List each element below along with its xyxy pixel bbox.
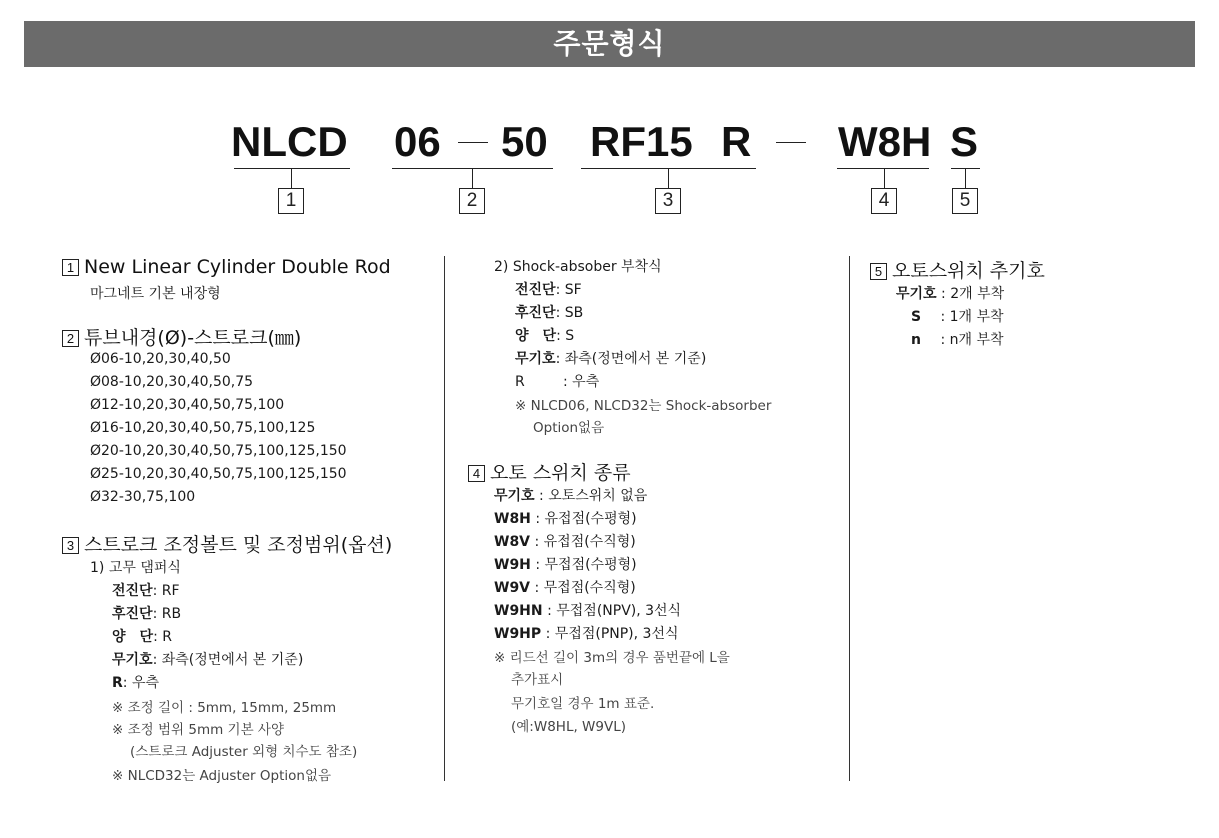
code-number-box: 2 [459, 188, 485, 214]
note: 무기호일 경우 1m 표준. [511, 696, 655, 712]
option-row [515, 348, 706, 368]
note: ※ 조정 길이 : 5mm, 15mm, 25mm [112, 700, 337, 716]
switch-count-row [896, 306, 1004, 326]
note: 추가표시 [511, 672, 564, 688]
switch-count-key: S [910, 309, 922, 325]
switch-key: W9HN [494, 603, 543, 619]
code-adjuster: RF15 [590, 118, 693, 165]
switch-value: : 오토스위치 없음 [534, 488, 648, 504]
switch-key: W9H [494, 557, 531, 573]
switch-key: W8V [494, 534, 531, 550]
code-connector [291, 169, 292, 188]
code-number-box: 3 [655, 188, 681, 214]
option-row [515, 279, 582, 299]
option-row [515, 325, 574, 345]
switch-key: W9V [494, 580, 531, 596]
switch-value: : 무접점(NPV), 3선식 [542, 603, 682, 619]
option-key: R [112, 675, 123, 691]
code-connector [884, 169, 885, 188]
section-title: 오토 스위치 종류 [490, 462, 631, 484]
bore-stroke-row: Ø12-10,20,30,40,50,75,100 [90, 397, 285, 413]
subsection-title: 2) Shock-absober 부착식 [494, 259, 662, 275]
switch-key: 무기호 [494, 488, 535, 504]
note: Option없음 [533, 420, 605, 436]
option-key: 전진단 [515, 282, 556, 298]
option-row [515, 371, 599, 391]
switch-row [494, 600, 681, 620]
code-connector [965, 169, 966, 188]
section-5-heading [870, 256, 1045, 283]
switch-value: : 무접점(수평형) [530, 557, 637, 573]
option-value: : RB [152, 606, 182, 622]
code-switch-count: S [950, 118, 979, 165]
note: ※ 조정 범위 5mm 기본 사양 [112, 722, 284, 738]
option-row [515, 302, 583, 322]
switch-value: : 유접점(수평형) [530, 511, 637, 527]
section-title: 스트로크 조정볼트 및 조정범위(옵션) [84, 534, 393, 556]
subsection-title: 1) 고무 댐퍼식 [90, 560, 181, 576]
option-value: : SF [555, 282, 582, 298]
switch-count-value: : n개 부착 [936, 332, 1004, 348]
option-value: : RF [152, 583, 180, 599]
option-key: 후진단 [112, 606, 153, 622]
section-number-box: 5 [870, 263, 887, 280]
switch-count-row [896, 283, 1004, 303]
option-value: : R [153, 629, 172, 645]
switch-value: : 무접점(수직형) [530, 580, 636, 596]
option-key: R [515, 374, 525, 390]
bore-stroke-row: Ø08-10,20,30,40,50,75 [90, 374, 254, 390]
code-number-box: 5 [952, 188, 978, 214]
switch-count-value: : 2개 부착 [936, 286, 1005, 302]
code-number-box: 1 [278, 188, 304, 214]
switch-count-key: n [911, 332, 921, 348]
bore-stroke-row: Ø16-10,20,30,40,50,75,100,125 [90, 420, 316, 436]
option-key: 양 단 [112, 629, 154, 645]
option-value: : 좌측(정면에서 본 기준) [555, 351, 707, 367]
option-row [112, 672, 159, 692]
switch-row [494, 623, 679, 643]
code-adjuster-side: R [721, 118, 752, 165]
section-title: 튜브내경(Ø)-스트로크(㎜) [84, 327, 302, 349]
code-number-box: 4 [871, 188, 897, 214]
code-connector [472, 169, 473, 188]
section-3-heading [62, 530, 392, 557]
bore-stroke-row: Ø25-10,20,30,40,50,75,100,125,150 [90, 466, 347, 482]
column-divider [849, 256, 850, 781]
option-value: : S [556, 328, 575, 344]
section-number-box: 2 [62, 330, 79, 347]
bore-stroke-row: Ø20-10,20,30,40,50,75,100,125,150 [90, 443, 347, 459]
option-row [112, 580, 180, 600]
section-title: 오토스위치 추기호 [892, 260, 1045, 282]
note: ※ 리드선 길이 3m의 경우 품번끝에 L을 [494, 650, 730, 666]
note: ※ NLCD06, NLCD32는 Shock-absorber [515, 398, 772, 414]
switch-row [494, 508, 637, 528]
option-key: 양 단 [515, 328, 557, 344]
option-key: 후진단 [515, 305, 556, 321]
section-number-box: 1 [62, 259, 79, 276]
note: (예:W8HL, W9VL) [511, 719, 627, 735]
code-dash [776, 142, 806, 143]
option-row [112, 603, 181, 623]
code-connector [668, 169, 669, 188]
code-underline [837, 168, 929, 169]
bore-stroke-row: Ø32-30,75,100 [90, 489, 196, 505]
switch-value: : 유접점(수직형) [530, 534, 636, 550]
switch-count-value: : 1개 부착 [936, 309, 1004, 325]
switch-row [494, 554, 637, 574]
switch-count-key: 무기호 [896, 286, 937, 302]
section-title: New Linear Cylinder Double Rod [84, 256, 391, 278]
switch-row [494, 531, 636, 551]
section-1-heading [62, 256, 391, 278]
switch-row [494, 577, 636, 597]
option-value: : SB [555, 305, 584, 321]
option-key: 무기호 [515, 351, 556, 367]
switch-key: W8H [494, 511, 531, 527]
section-4-heading [468, 458, 631, 485]
section-number-box: 3 [62, 537, 79, 554]
code-stroke: 50 [501, 118, 548, 165]
option-row [112, 626, 172, 646]
option-key: 무기호 [112, 652, 153, 668]
switch-value: : 무접점(PNP), 3선식 [541, 626, 679, 642]
code-series: NLCD [231, 118, 348, 165]
bore-stroke-row: Ø06-10,20,30,40,50 [90, 351, 231, 367]
note: ※ NLCD32는 Adjuster Option없음 [112, 768, 332, 784]
note: (스트로크 Adjuster 외형 치수도 참조) [130, 744, 358, 760]
option-row [112, 649, 303, 669]
section-number-box: 4 [468, 465, 485, 482]
option-value: : 우측 [563, 374, 600, 390]
code-bore: 06 [394, 118, 441, 165]
switch-count-row [896, 329, 1004, 349]
page-title: 주문형식 [24, 21, 1195, 67]
option-value: : 우측 [122, 675, 159, 691]
code-underline [234, 168, 350, 169]
option-key: 전진단 [112, 583, 153, 599]
switch-row [494, 485, 647, 505]
code-dash [458, 142, 488, 143]
option-value: : 좌측(정면에서 본 기준) [152, 652, 304, 668]
switch-key: W9HP [494, 626, 542, 642]
section-1-subtitle: 마그네트 기본 내장형 [90, 286, 221, 302]
column-divider [444, 256, 445, 781]
code-switch: W8H [838, 118, 932, 165]
section-2-heading [62, 323, 301, 350]
